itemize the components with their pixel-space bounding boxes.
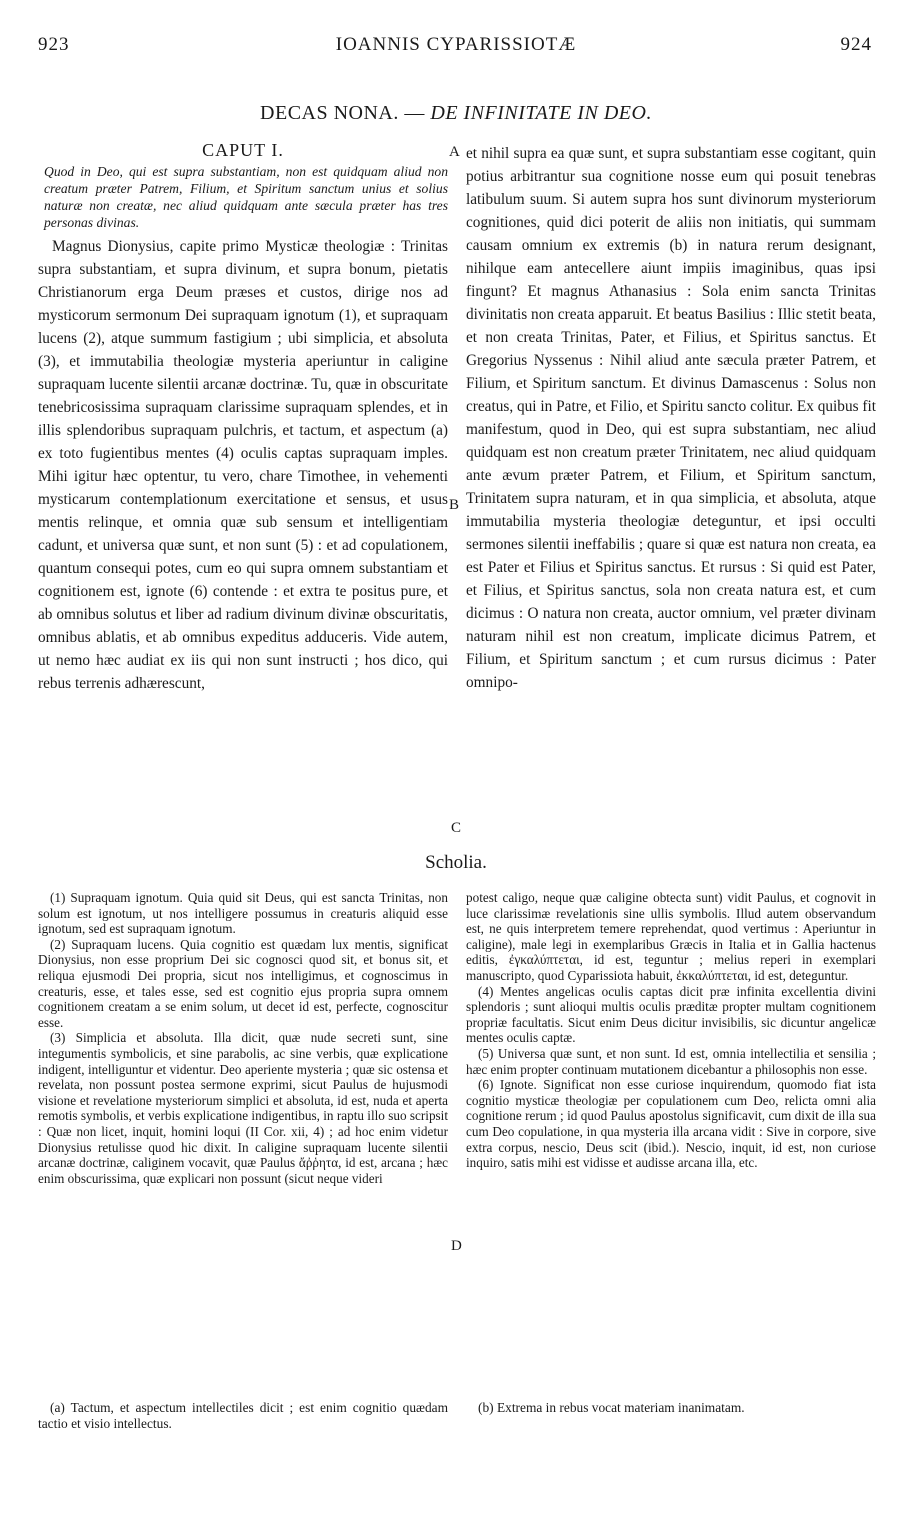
scholium-1: (1) Supraquam ignotum. Quia quid sit Deus, qui est sancta Trinitas, non solum est ignotum, ut nos intelligere possumus in creaturis aliquid esse ignotum, sed est supraquam ignotum. <box>38 890 448 937</box>
scholia-right-column <box>466 890 876 1171</box>
scholium-3-continued: potest caligo, neque quæ caligine obtecta sunt) vidit Paulus, et cognovit in luce clarissimæ revelationis sine ullis symbolis. Illud autem observandum est, ne quis interpretem temere reprehendat, quod vertimus : Aperiuntur in caligine), male legi in exemplaribus Græcis in Italia et in Gallia hactenus editis, ἐγκαλύπτεται, id est, teguntur ; melius reperi in exemplari manuscripto, quod Cyparissiota habuit, ἐκκαλύπτεται, id est, deteguntur. <box>466 890 876 983</box>
scholium-3: (3) Simplicia et absoluta. Illa dicit, quæ nude secreti sunt, sine integumentis symbolicis, et sine parabolis, ac sine verbis, quæ explicatione indigent, intelliguntur et videntur. Deo aperiente mysteria ; quæ sic ostensa et revelata, non possunt postea sermone exprimi, sicut Paulus de hujusmodi visione et revelatione mysteriorum simplici et absoluta, id est, nuda et aperta remotis symbolis, et verbis explicatione indigentibus, in raptu illo suo scripsit : Quæ non licet, inquit, homini loqui (II Cor. xii, 4) ; ad hoc enim videtur Dionysius retulisse quod hic dixit. In caligine supraquam lucente silentii arcanæ doctrinæ, caliginem vocavit, quæ Paulus ἄῤῥητα, id est, arcana ; hæc enim obscurissima, quæ explicari non possunt (sicut neque videri <box>38 1030 448 1186</box>
margin-marker-a: A <box>449 144 460 160</box>
footnote-left <box>38 1400 448 1432</box>
scholia-heading: Scholia. <box>425 852 487 873</box>
page-number-right: 924 <box>840 34 872 55</box>
margin-marker-b: B <box>449 497 460 513</box>
scholia-left-column <box>38 890 448 1186</box>
margin-marker-d: D <box>451 1238 462 1254</box>
footnote-a: (a) Tactum, et aspectum intellectiles dicit ; est enim cognitio quædam tactio et visio intellectus. <box>38 1400 448 1431</box>
scholium-6: (6) Ignote. Significat non esse curiose inquirendum, quomodo fiat ista cognitio mysticæ theologiæ per copulationem cum Deo, relicta omni alia cognitione rerum ; id quod Paulus apostolus significavit, cum dixit de illa sua cum Deo copulatione, in qua mysteria illa arcana vidit : Sive in corpore, sive extra corpus, nescio, Deus scit (ibid.). Nescio, inquit, id est, non curiose inquiro, satis mihi est vidisse et audisse arcana illa, etc. <box>466 1077 876 1171</box>
left-body-text: Magnus Dionysius, capite primo Mysticæ theologiæ : Trinitas supra substantiam, et supra divinum, et supra bonum, pietatis Christianorum erga Deum præses et custos, dirige nos ad mysticorum sermonum Dei supraquam ignotum (1), et supraquam lucens (2), atque summum fastigium ; ubi simplicia, et absoluta (3), et immutabilia theologiæ mysteria aperiuntur in caligine supraquam lucente silentii arcanæ doctrinæ. Tu, quæ in obscuritate tenebricosissima supraquam clarissime supraquam splendes, et in illis splendoribus supraquam pulchris, et tactum, et aspectum (a) ex toto fugientibus mentes (4) oculis captas supraquam imples. Mihi igitur hæc optentur, tu vero, chare Timothee, in vehementi mysticarum contemplationum exercitatione et sensus, et usus mentis relinque, et omnia quæ sub sensum et intelligentiam cadunt, et universa quæ sunt, et non sunt (5) : et ad copulationem, quantum consequi potes, cum eo qui supra omnem substantiam et cognitionem est, ignote (6) contende : et extra te positus pure, et ab omnibus solutus et liber ad radium divinum divinæ obscuritatis, omnibus ablatis, et ab omnibus expeditus adduceris. Vide autem, ut nemo hæc audiat ex iis qui non sunt instructi ; hos dico, qui rebus terrenis adhærescunt, <box>38 238 448 692</box>
footnote-right <box>466 1400 876 1416</box>
chapter-heading: CAPUT I. <box>202 140 284 160</box>
chapter-summary: Quod in Deo, qui est supra substantiam, non est quidquam aliud non creatum præter Patrem, Filium, et Spiritum sanctum unius et solius naturæ non creatæ, nec aliud quidquam ante sæcula præter has tres personas divinas. <box>44 164 448 230</box>
section-title-sub: DE INFINITATE IN DEO. <box>430 102 652 124</box>
left-column <box>38 136 448 695</box>
margin-marker-c: C <box>451 820 462 836</box>
footnote-b: (b) Extrema in rebus vocat materiam inanimatam. <box>478 1400 745 1415</box>
page-number-left: 923 <box>38 34 70 55</box>
scholium-5: (5) Universa quæ sunt, et non sunt. Id est, omnia intellectilia et sensilia ; hæc enim propter continuam mutationem dicebantur a philosophis non esse. <box>466 1045 876 1077</box>
section-title <box>0 102 912 125</box>
section-title-dash: — <box>398 102 431 124</box>
scholium-2: (2) Supraquam lucens. Quia cognitio est quædam lux mentis, significat Dionysius, non esse proprium Dei sic cognosci quod sit, et bonus sit, et reliqua ejusmodi Dei propria, sicut nos intelligimus, et cognoscimus in creaturis, esse, et tales esse, sed est cognitio ejus propria supra omnem cognitionem creatam a se enim solum, ut decet id est, perfecte, cognoscitur esse. <box>38 936 448 1030</box>
right-body-text: et nihil supra ea quæ sunt, et supra substantiam esse cogitant, quin potius arbitrantur sua cognitione nosse eum qui posuit tenebras latibulum suum. Si autem supra hos sunt divinorum mysteriorum cognitiones, quid dici poterit de aliis non initiatis, qui summam causam omnium ex extremis (b) in natura rerum designant, nihilque eam antecellere aiunt impiis imaginibus, quas ipsi fingunt? Et magnus Athanasius : Sola enim sancta Trinitas divinitatis non creata apparuit. Et beatus Basilius : Illic stetit beata, et non creata Trinitas, Pater, et Filius, et Spiritus sanctus. Et Gregorius Nyssenus : Nihil aliud ante sæcula præter Patrem, et Filium, et Spiritum sanctum. Et divinus Damascenus : Solus non creatus, qui in Patre, et Filio, et Spiritu sancto colitur. Ex quibus fit manifestum, quod in Deo, qui est supra substantiam, nec aliud quidquam est non creatum præter Trinitatem, nec aliud quidquam ante ævum præter Patrem, et Filium, et Spiritum sanctum, Trinitatem supra naturam, et in qua simplicia, et absoluta, atque immutabilia mysteria theologiæ deteguntur, et ipsi occulti sermones silentii ineffabilis ; quare si quæ est natura non creata, ea est Pater et Filius et Spiritus sanctus. Et rursus : Si quid est Pater, et Filius, et Spiritus sanctus, sola non creata natura est, et cum dicimus : O natura non creata, auctor omnium, vel præter divinam naturam nihil est non creatum, implicate dicimus Patrem, et Filium, et Spiritum sanctum ; et cum rursus dicimus : Pater omnipo- <box>466 145 876 691</box>
scholium-4: (4) Mentes angelicas oculis captas dicit præ infinita excellentia divini splendoris ; sunt alioqui multis oculis præditæ propter multam cognitionem propriæ facultatis. Sicut enim Deus dicitur invisibilis, sic dicuntur angelicæ mentes oculis captæ. <box>466 983 876 1046</box>
running-title: IOANNIS CYPARISSIOTÆ <box>335 34 577 55</box>
right-column <box>466 142 876 694</box>
section-title-main: DECAS NONA. <box>260 102 399 124</box>
